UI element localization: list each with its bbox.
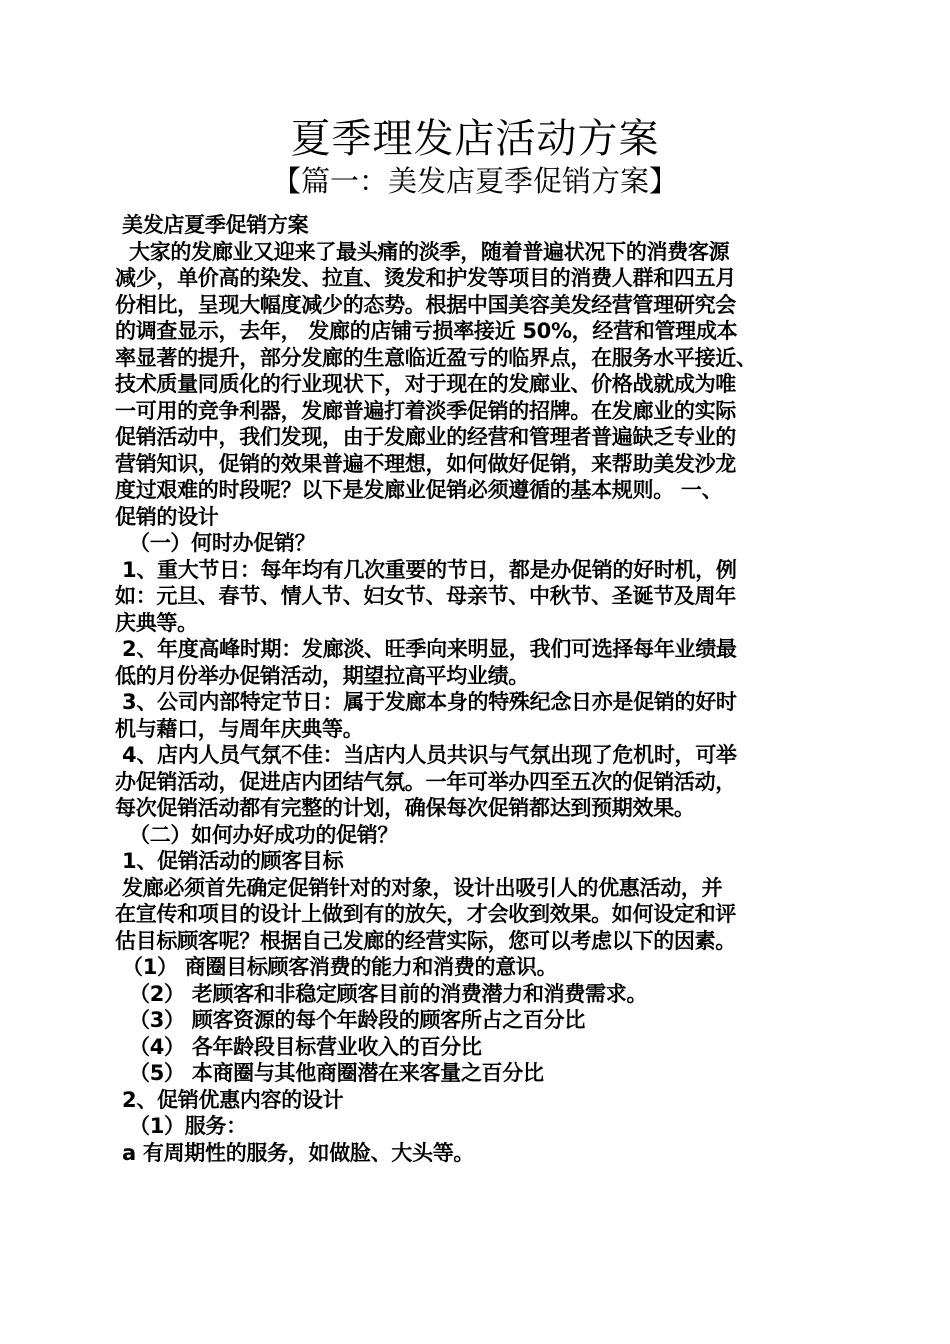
body-text-line: 促销活动中，我们发现，由于发廊业的经营和管理者普遍缺乏专业的 (115, 425, 736, 449)
body-text-line: 办促销活动，促进店内团结气氛。一年可举办四至五次的促销活动， (115, 769, 736, 794)
body-text-line: 4、店内人员气氛不佳：当店内人员共识与气氛出现了危机时，可举 (115, 743, 737, 767)
body-text-line: 减少，单价高的染发、拉直、烫发和护发等项目的消费人群和四五月 (115, 266, 736, 290)
document-subtitle: 【篇一：美发店夏季促销方案】 (271, 164, 678, 198)
body-text-line: 促销的设计 (115, 504, 219, 529)
body-text-line: 机与藉口，与周年庆典等。 (115, 716, 364, 741)
body-text-line: 估目标顾客呢？根据自己发廊的经营实际，您可以考虑以下的因素。 (115, 928, 736, 953)
body-text-line: （1） 商圈目标顾客消费的能力和消费的意识。 (115, 955, 558, 979)
body-text-line: 一可用的竞争利器，发廊普遍打着淡季促销的招牌。在发廊业的实际 (115, 398, 736, 423)
body-text-line: 大家的发廊业又迎来了最头痛的淡季，随着普遍状况下的消费客源 (115, 239, 730, 264)
document-title: 夏季理发店活动方案 (290, 116, 660, 162)
body-text-line: 如：元旦、春节、情人节、妇女节、母亲节、中秋节、圣诞节及周年 (115, 584, 736, 608)
body-text-line: （2） 老顾客和非稳定顾客目前的消费潜力和消费需求。 (115, 981, 648, 1006)
body-text-line: 1、促销活动的顾客目标 (115, 849, 344, 873)
body-text-line: 度过艰难的时段呢？以下是发廊业促销必须遵循的基本规则。 一、 (115, 478, 723, 502)
body-text-line: 在宣传和项目的设计上做到有的放矢，才会收到效果。如何设定和评 (115, 902, 736, 926)
body-text-line: （1）服务： (115, 1114, 247, 1138)
body-text-line: 低的月份举办促销活动，期望拉高平均业绩。 (115, 663, 529, 688)
body-text-line: 庆典等。 (115, 610, 198, 635)
body-text-line: 每次促销活动都有完整的计划，确保每次促销都达到预期效果。 (115, 796, 695, 820)
body-text-line: 2、促销优惠内容的设计 (115, 1087, 344, 1112)
body-text-line: （3） 顾客资源的每个年龄段的顾客所占之百分比 (115, 1008, 586, 1032)
body-text-line: a 有周期性的服务，如做脸、大头等。 (115, 1140, 475, 1165)
body-text-line: （4） 各年龄段目标营业收入的百分比 (115, 1034, 482, 1059)
body-text-line: （5） 本商圈与其他商圈潜在来客量之百分比 (115, 1061, 544, 1085)
body-text-line: 发廊必须首先确定促销针对的对象，设计出吸引人的优惠活动，并 (115, 875, 723, 900)
body-text-line: 技术质量同质化的行业现状下，对于现在的发廊业、价格战就成为唯 (115, 372, 736, 396)
body-text-line: 美发店夏季促销方案 (115, 213, 309, 237)
body-text-line: （一）何时办促销？ (115, 531, 316, 555)
body-text-line: 1、重大节日：每年均有几次重要的节日，都是办促销的好时机，例 (115, 557, 737, 582)
body-text-line: 率显著的提升，部分发廊的生意临近盈亏的临界点，在服务水平接近、 (115, 345, 757, 370)
body-text-line: 营销知识，促销的效果普遍不理想，如何做好促销，来帮助美发沙龙 (115, 451, 736, 476)
body-text-line: 份相比，呈现大幅度减少的态势。根据中国美容美发经营管理研究会 (115, 292, 736, 317)
body-text-line: 3、公司内部特定节日：属于发廊本身的特殊纪念日亦是促销的好时 (115, 690, 737, 714)
body-text-line: 2、年度高峰时期：发廊淡、旺季向来明显，我们可选择每年业绩最 (115, 637, 737, 661)
body-text-line: （二）如何办好成功的促销？ (115, 822, 399, 847)
body-text-line: 的调查显示，去年， 发廊的店铺亏损率接近 50%，经营和管理成本 (115, 319, 738, 343)
document-body (115, 212, 840, 1166)
